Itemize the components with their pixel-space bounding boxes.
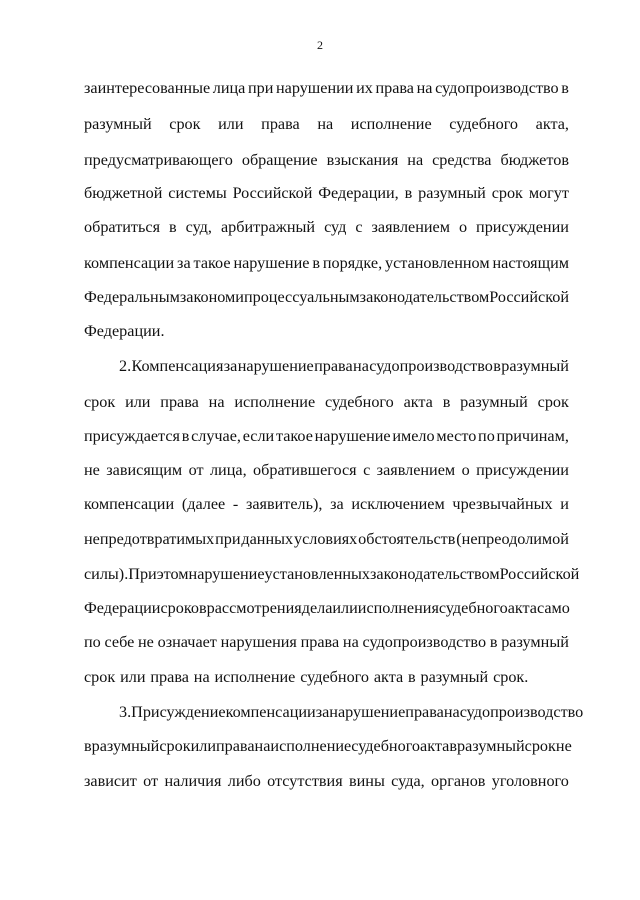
word: рассмотрения	[206, 599, 302, 617]
word: заинтересованные	[84, 79, 211, 97]
word: такое	[275, 427, 313, 445]
word: обратиться	[84, 218, 161, 236]
text-line	[84, 667, 569, 687]
word: срок	[537, 393, 569, 411]
word: либо	[227, 772, 261, 790]
word: права	[150, 668, 189, 686]
word: лица	[212, 79, 246, 97]
word: компенсации	[84, 254, 175, 272]
word: могут	[528, 184, 569, 202]
word: срок.	[493, 668, 529, 686]
word: о	[461, 461, 470, 479]
word: вины	[348, 772, 385, 790]
word: от	[143, 772, 159, 790]
word: органов	[431, 772, 486, 790]
text-line	[84, 529, 569, 549]
word: 3.	[119, 703, 132, 721]
word: за	[315, 703, 330, 721]
word: компенсации	[84, 495, 175, 513]
word: и	[560, 495, 569, 513]
word: чрезвычайных	[452, 495, 553, 513]
word: исключением	[351, 495, 445, 513]
word: срок	[159, 737, 191, 755]
word: по	[478, 427, 495, 445]
word: судебного	[449, 115, 519, 133]
word: непредотвратимых	[84, 530, 215, 548]
word: акта	[420, 737, 450, 755]
word: в	[561, 79, 569, 97]
word: в	[489, 633, 498, 651]
word: судопроизводство	[435, 79, 559, 97]
page-number: 2	[317, 38, 323, 52]
word: за	[330, 495, 344, 513]
text-line	[119, 356, 569, 376]
word: Федерации,	[318, 184, 399, 202]
word: на	[317, 115, 334, 133]
word: срок	[524, 737, 556, 755]
word: судопроизводство	[369, 357, 493, 375]
word: -	[232, 495, 239, 513]
word: исполнения	[357, 599, 439, 617]
word: права	[300, 633, 340, 651]
word: права	[261, 115, 300, 133]
text-line	[84, 150, 569, 170]
text-line	[84, 78, 569, 98]
word: разумный	[501, 357, 569, 375]
word: или	[332, 599, 358, 617]
word: на	[254, 737, 271, 755]
word: от	[188, 461, 204, 479]
word: на	[208, 393, 225, 411]
word: акта	[403, 393, 433, 411]
word: при	[215, 530, 241, 548]
text-line	[84, 253, 569, 273]
word: с	[355, 218, 363, 236]
word: исполнение	[270, 737, 352, 755]
word: в	[84, 737, 92, 755]
word: нарушении	[275, 79, 354, 97]
word: на	[193, 668, 210, 686]
word: обратившегося	[253, 461, 357, 479]
word: этом	[156, 565, 189, 583]
word: данных	[241, 530, 294, 548]
word: за	[177, 254, 191, 272]
word: Российской	[489, 288, 569, 306]
text-line	[119, 702, 584, 722]
word: бюджетной	[84, 184, 163, 202]
word: за	[223, 357, 238, 375]
text-line	[84, 494, 569, 514]
word: порядке,	[322, 254, 383, 272]
word: законом	[179, 288, 236, 306]
word: установленном	[385, 254, 490, 272]
word: права	[314, 357, 353, 375]
word: разумный	[460, 393, 528, 411]
word: или	[125, 393, 151, 411]
word: акта	[507, 599, 537, 617]
word: права	[160, 393, 199, 411]
text-line	[84, 392, 569, 412]
word: разумный	[501, 633, 569, 651]
word: себе	[104, 633, 135, 651]
word: силы).	[84, 565, 129, 583]
word: сроков	[160, 599, 207, 617]
word: и	[235, 288, 244, 306]
word: (непреодолимой	[456, 530, 569, 548]
word: разумный	[420, 668, 489, 686]
word: или	[218, 115, 244, 133]
word: нарушение	[329, 703, 406, 721]
word: дела	[301, 599, 333, 617]
word: нарушение	[237, 357, 314, 375]
word: законодательством	[359, 288, 490, 306]
word: в	[181, 427, 190, 445]
word: в	[442, 393, 451, 411]
word: права	[405, 703, 444, 721]
word: их	[356, 79, 373, 97]
word: зависит	[84, 772, 137, 790]
word: с	[363, 461, 371, 479]
word: в	[169, 218, 177, 236]
word: судопроизводство	[362, 633, 487, 651]
word: не	[138, 633, 154, 651]
word: исполнение	[234, 393, 316, 411]
text-line	[84, 771, 569, 791]
text-line	[84, 217, 569, 237]
word: нарушение	[233, 254, 310, 272]
word: системы	[168, 184, 227, 202]
word: процессуальным	[243, 288, 360, 306]
word: срок	[84, 668, 116, 686]
word: разумный	[456, 737, 525, 755]
word: Компенсация	[131, 357, 224, 375]
word: на	[407, 151, 424, 169]
word: 2.	[119, 357, 132, 375]
word: не	[555, 737, 572, 755]
text-line	[84, 564, 580, 584]
word: обращение	[241, 151, 318, 169]
word: суд,	[185, 218, 212, 236]
word: предусматривающего	[84, 151, 233, 169]
word: взыскания	[326, 151, 399, 169]
word: условиях	[293, 530, 358, 548]
word: лица,	[209, 461, 247, 479]
word: на	[416, 79, 433, 97]
word: наличия	[164, 772, 222, 790]
word: заявлением	[376, 461, 456, 479]
word: При	[128, 565, 157, 583]
word: права	[375, 79, 414, 97]
word: означает	[157, 633, 217, 651]
word: в	[493, 357, 501, 375]
word: срок	[84, 393, 116, 411]
word: срок	[169, 115, 201, 133]
word: такое	[193, 254, 231, 272]
word: арбитражный	[220, 218, 316, 236]
word: уголовного	[491, 772, 569, 790]
word: на	[443, 703, 460, 721]
text-line	[84, 632, 569, 652]
word: зависящим	[106, 461, 183, 479]
word: судопроизводство	[459, 703, 584, 721]
word: законодательством	[370, 565, 500, 583]
word: судебного	[300, 668, 369, 686]
word: в	[408, 668, 416, 686]
text-line	[84, 114, 569, 134]
word: права	[215, 737, 255, 755]
text-line	[84, 321, 569, 341]
word: в	[449, 737, 457, 755]
word: в	[312, 254, 320, 272]
word: само	[536, 599, 570, 617]
word: компенсации	[225, 703, 316, 721]
word: (далее	[181, 495, 226, 513]
word: на	[353, 357, 369, 375]
word: нарушение	[314, 427, 391, 445]
word: Федерации.	[84, 322, 165, 340]
text-line	[84, 287, 569, 307]
word: разумный	[91, 737, 160, 755]
word: исполнение	[350, 115, 432, 133]
text-line	[84, 426, 569, 446]
text-line	[84, 183, 569, 203]
word: установленных	[264, 565, 371, 583]
word: срок	[491, 184, 523, 202]
word: Федерации	[84, 599, 161, 617]
word: судебного	[324, 393, 394, 411]
word: суд	[324, 218, 347, 236]
word: причинам,	[496, 427, 569, 445]
word: имело	[392, 427, 435, 445]
word: в	[404, 184, 413, 202]
word: настоящим	[492, 254, 569, 272]
word: Федеральным	[84, 288, 180, 306]
word: судебного	[351, 737, 421, 755]
text-line	[84, 736, 572, 756]
word: разумный	[418, 184, 486, 202]
word: если	[242, 427, 275, 445]
word: отсутствия	[267, 772, 343, 790]
word: или	[190, 737, 216, 755]
word: место	[436, 427, 477, 445]
word: бюджетов	[500, 151, 569, 169]
word: нарушение	[188, 565, 265, 583]
word: присуждении	[476, 218, 569, 236]
word: случае,	[191, 427, 241, 445]
word: нарушения	[220, 633, 297, 651]
word: Присуждение	[131, 703, 226, 721]
word: средства	[432, 151, 492, 169]
word: суда,	[391, 772, 425, 790]
word: Российской	[232, 184, 313, 202]
word: присуждается	[84, 427, 180, 445]
word: акта	[373, 668, 404, 686]
text-line	[84, 460, 569, 480]
word: заявлением	[371, 218, 450, 236]
word: акта,	[535, 115, 569, 133]
word: заявитель),	[245, 495, 323, 513]
word: по	[84, 633, 101, 651]
word: на	[342, 633, 359, 651]
word: разумный	[84, 115, 152, 133]
word: судебного	[438, 599, 508, 617]
word: обстоятельств	[358, 530, 456, 548]
word: не	[84, 461, 100, 479]
word: Российской	[499, 565, 580, 583]
word: исполнение	[214, 668, 296, 686]
word: о	[458, 218, 468, 236]
word: или	[120, 668, 146, 686]
text-line	[84, 598, 569, 618]
word: при	[247, 79, 274, 97]
word: присуждении	[476, 461, 569, 479]
